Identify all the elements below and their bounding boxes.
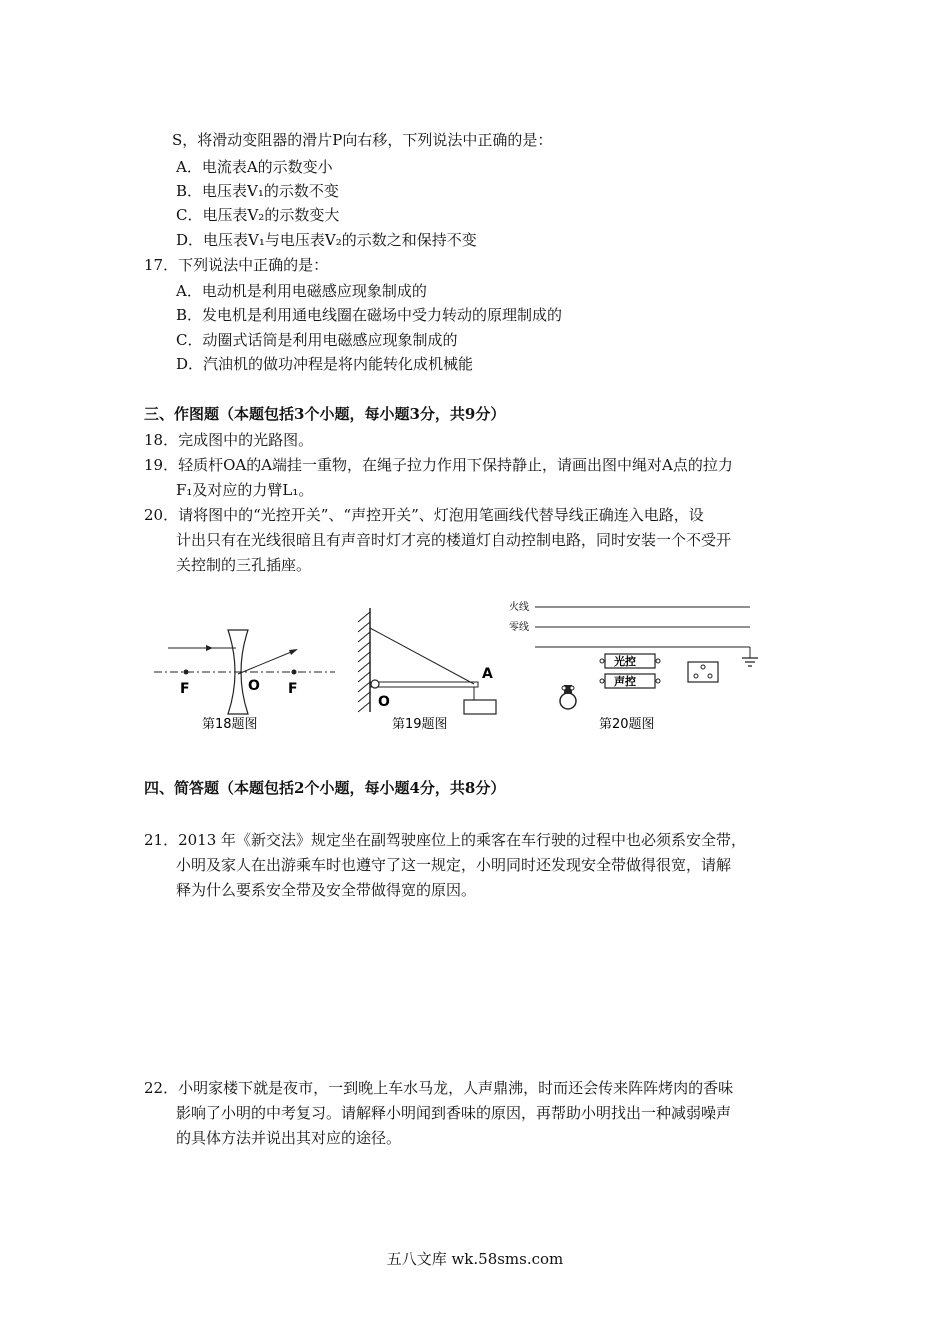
q22-line1: 22．小明家楼下就是夜市，一到晚上车水马龙，人声鼎沸，时而还会传来阵阵烤肉的香味 bbox=[144, 1079, 734, 1097]
light-switch-terminal-right bbox=[656, 659, 660, 663]
bulb-terminal-right bbox=[570, 686, 574, 690]
q20-line2: 计出只有在光线很暗且有声音时灯才亮的楼道灯自动控制电路，同时安装一个不受开 bbox=[176, 531, 732, 549]
q18-text: 18．完成图中的光路图。 bbox=[144, 431, 314, 449]
bulb-terminal-left bbox=[562, 686, 566, 690]
point-a-label: A bbox=[482, 666, 493, 682]
lever-rod bbox=[370, 682, 478, 687]
sound-switch-label: 声控 bbox=[614, 675, 636, 688]
live-wire-label: 火线 bbox=[509, 602, 529, 613]
wall-hatching bbox=[358, 612, 370, 712]
figure-18-lens-diagram bbox=[150, 600, 340, 740]
hanging-weight bbox=[464, 700, 496, 714]
q21-line1: 21．2013 年《新交法》规定坐在副驾驶座位上的乘客在车行驶的过程中也必须系安全带， bbox=[144, 831, 747, 849]
q21-line3: 释为什么要系安全带及安全带做得宽的原因。 bbox=[176, 881, 477, 899]
q16-option-b: B．电压表V₁的示数不变 bbox=[176, 182, 339, 200]
q17-option-a: A．电动机是利用电磁感应现象制成的 bbox=[176, 282, 427, 300]
socket-hole-top bbox=[701, 665, 705, 669]
lens-center-label: O bbox=[248, 678, 260, 694]
q17-option-b: B．发电机是利用通电线圈在磁场中受力转动的原理制成的 bbox=[176, 306, 563, 324]
q20-line1: 20．请将图中的“光控开关”、“声控开关”、灯泡用笔画线代替导线正确连入电路，设 bbox=[144, 506, 704, 524]
incident-ray-arrow-icon bbox=[206, 645, 213, 651]
sound-switch-terminal-left bbox=[600, 679, 604, 683]
q20-line3: 关控制的三孔插座。 bbox=[176, 556, 312, 574]
q16-option-d: D．电压表V₁与电压表V₂的示数之和保持不变 bbox=[176, 231, 477, 249]
left-focus-label: F bbox=[180, 681, 190, 697]
rope bbox=[370, 628, 474, 684]
q21-line2: 小明及家人在出游乘车时也遵守了这一规定，小明同时还发现安全带做得很宽，请解 bbox=[176, 856, 732, 874]
refracted-ray-arrow-icon bbox=[289, 649, 298, 655]
figure-19-lever-diagram bbox=[350, 600, 510, 740]
right-focus-point bbox=[292, 670, 297, 675]
light-switch-label: 光控 bbox=[614, 655, 636, 668]
neutral-wire-label: 零线 bbox=[509, 622, 529, 633]
q22-line2: 影响了小明的中考复习。请解释小明闻到香味的原因，再帮助小明找出一种减弱噪声 bbox=[176, 1104, 732, 1122]
section4-title: 四、简答题（本题包括2个小题，每小题4分，共8分） bbox=[144, 779, 506, 797]
figure-20-circuit-diagram bbox=[505, 592, 770, 740]
section3-title: 三、作图题（本题包括3个小题，每小题3分，共9分） bbox=[144, 405, 506, 423]
refracted-ray bbox=[238, 650, 296, 674]
q17-option-d: D．汽油机的做功冲程是将内能转化成机械能 bbox=[176, 355, 474, 373]
sound-switch-terminal-right bbox=[656, 679, 660, 683]
q17-option-c: C．动圈式话筒是利用电磁感应现象制成的 bbox=[176, 331, 458, 349]
socket-hole-left bbox=[694, 674, 698, 678]
light-switch-terminal-left bbox=[600, 659, 604, 663]
q16-stem-continuation: S，将滑动变阻器的滑片P向右移，下列说法中正确的是： bbox=[172, 131, 553, 149]
q16-option-a: A．电流表A的示数变小 bbox=[176, 158, 333, 176]
q16-option-c: C．电压表V₂的示数变大 bbox=[176, 206, 340, 224]
bulb-icon bbox=[560, 693, 576, 709]
q17-stem: 17．下列说法中正确的是： bbox=[144, 256, 329, 274]
socket-hole-right bbox=[708, 674, 712, 678]
right-focus-label: F bbox=[288, 681, 298, 697]
figure-20-caption: 第20题图 bbox=[599, 717, 655, 732]
ground-symbol-icon bbox=[742, 658, 758, 666]
q22-line3: 的具体方法并说出其对应的途径。 bbox=[176, 1129, 402, 1147]
page-footer: 五八文库 wk.58sms.com bbox=[386, 1250, 564, 1268]
pivot-o bbox=[371, 680, 379, 688]
q19-line2: F₁及对应的力臂L₁。 bbox=[176, 481, 314, 499]
figure-19-caption: 第19题图 bbox=[392, 717, 448, 732]
figure-18-caption: 第18题图 bbox=[202, 717, 258, 732]
point-o-label: O bbox=[378, 694, 390, 710]
q19-line1: 19．轻质杆OA的A端挂一重物，在绳子拉力作用下保持静止，请画出图中绳对A点的拉力 bbox=[144, 456, 733, 474]
left-focus-point bbox=[184, 670, 189, 675]
